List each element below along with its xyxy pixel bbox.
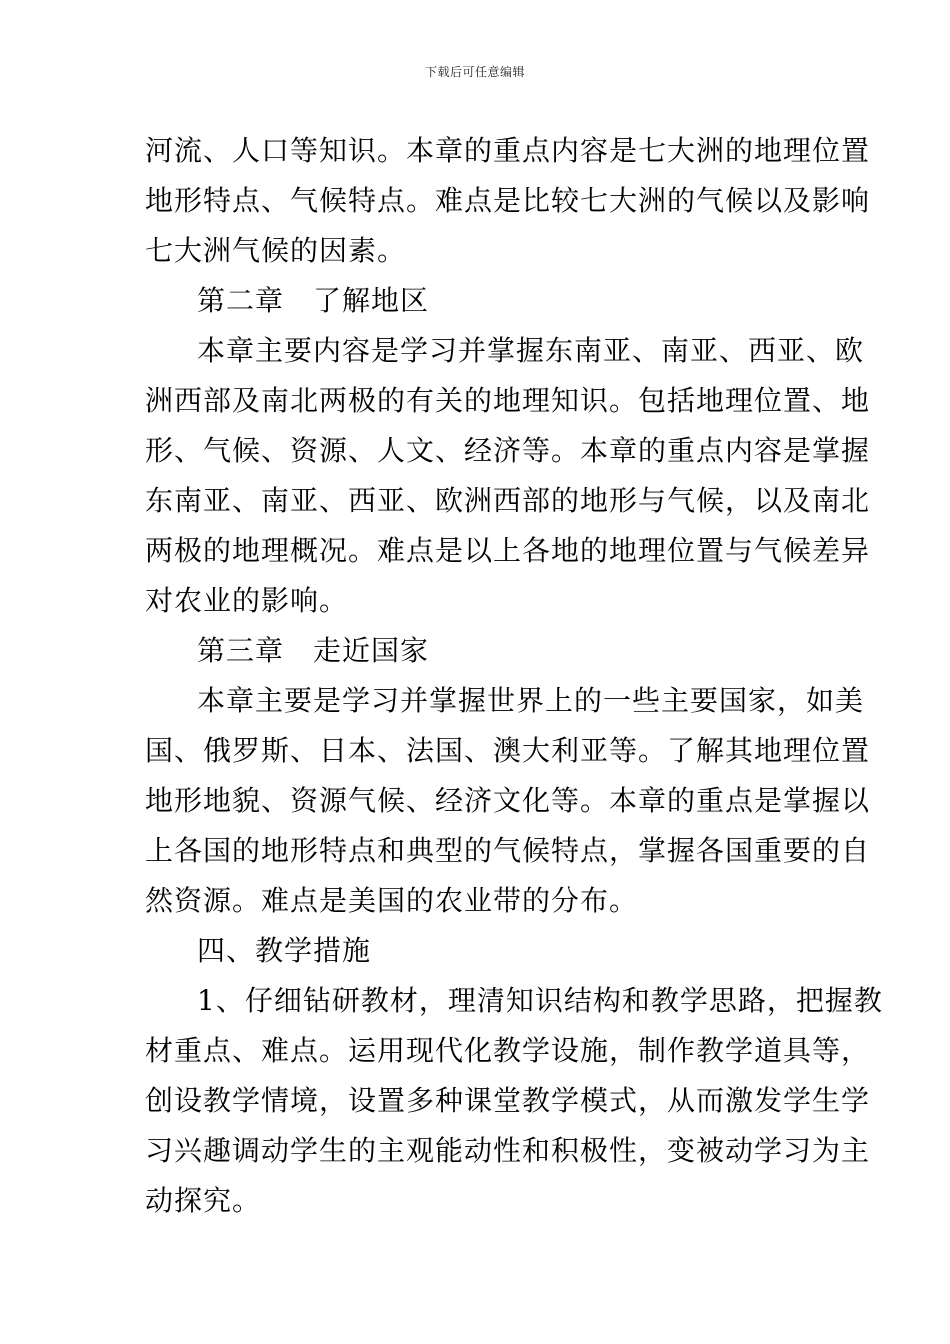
text-line: 形、气候、资源、人文、经济等。本章的重点内容是掌握 bbox=[145, 434, 871, 467]
text-line: 本章主要是学习并掌握世界上的一些主要国家，如美 bbox=[197, 684, 865, 717]
section-heading-teaching-measures: 四、教学措施 bbox=[197, 934, 372, 967]
section-heading-chapter-2: 第二章 了解地区 bbox=[197, 284, 430, 317]
text-line: 上各国的地形特点和典型的气候特点，掌握各国重要的自 bbox=[145, 834, 871, 867]
text-line: 七大洲气候的因素。 bbox=[145, 234, 407, 267]
text-line: 动探究。 bbox=[145, 1184, 262, 1217]
text-line: 地形地貌、资源气候、经济文化等。本章的重点是掌握以 bbox=[145, 784, 871, 817]
text-line: 本章主要内容是学习并掌握东南亚、南亚、西亚、欧 bbox=[197, 334, 865, 367]
text-line: 地形特点、气候特点。难点是比较七大洲的气候以及影响 bbox=[145, 184, 871, 217]
document-body bbox=[145, 126, 883, 1226]
header-note: 下载后可任意编辑 bbox=[424, 65, 525, 79]
text-line: 对农业的影响。 bbox=[145, 584, 349, 617]
text-line: 河流、人口等知识。本章的重点内容是七大洲的地理位置 bbox=[145, 134, 871, 167]
section-heading-chapter-3: 第三章 走近国家 bbox=[197, 634, 430, 667]
text-line: 两极的地理概况。难点是以上各地的地理位置与气候差异 bbox=[145, 534, 871, 567]
text-line: 1、仔细钻研教材，理清知识结构和教学思路，把握教 bbox=[197, 984, 883, 1017]
text-line: 国、俄罗斯、日本、法国、澳大利亚等。了解其地理位置 bbox=[145, 734, 871, 767]
text-line: 洲西部及南北两极的有关的地理知识。包括地理位置、地 bbox=[145, 384, 871, 417]
text-line: 然资源。难点是美国的农业带的分布。 bbox=[145, 884, 639, 917]
text-line: 东南亚、南亚、西亚、欧洲西部的地形与气候，以及南北 bbox=[145, 484, 871, 517]
text-line: 习兴趣调动学生的主观能动性和积极性，变被动学习为主 bbox=[145, 1134, 871, 1167]
text-line: 材重点、难点。运用现代化教学设施，制作教学道具等， bbox=[145, 1034, 871, 1067]
text-line: 创设教学情境，设置多种课堂教学模式，从而激发学生学 bbox=[145, 1084, 871, 1117]
